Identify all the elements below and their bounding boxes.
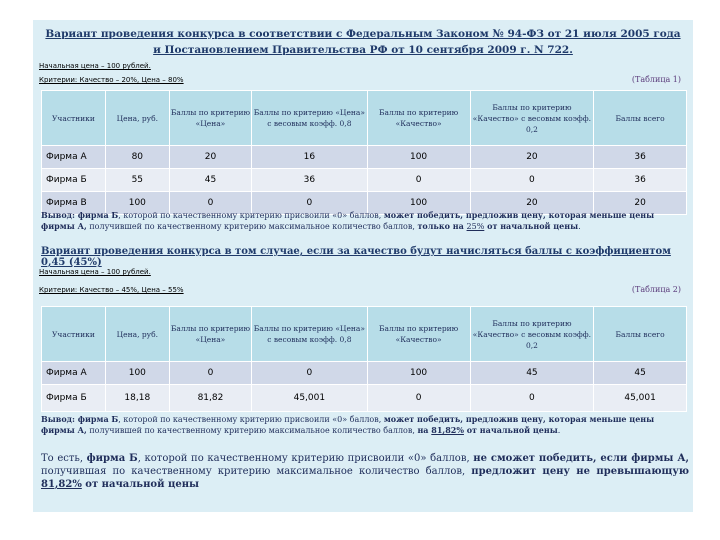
table-header-row [42,307,687,362]
table-row [42,169,687,192]
cell: 20 [470,192,594,215]
cell: 0 [470,169,594,192]
header-cell: Участники [42,91,106,146]
cell: Фирма А [42,146,106,169]
cell: 0 [252,362,367,385]
cell: 36 [594,146,687,169]
cell: 45 [470,362,594,385]
header-cell: Баллы по критерию «Цена» с весовым коэфф. 0,8 [252,307,367,362]
t2-criteria: Критерии: Качество – 45%, Цена – 55% [39,286,184,294]
cell: 45 [594,362,687,385]
header-cell: Баллы по критерию «Качество» с весовым коэфф. 0,2 [470,91,594,146]
conclusion-1: Вывод: фирма Б, которой по качественному критерию присвоили «0» баллов, может победить, предложив цену, которая меньше цены фирмы А, получившей по качественному критерию максимальное количество баллов, только на 25% от начальной цены. [41,210,655,231]
cell: 45 [169,169,251,192]
header-cell: Баллы по критерию «Цена» с весовым коэфф. 0,8 [252,91,367,146]
cell: 100 [367,362,470,385]
cell: Фирма А [42,362,106,385]
header-cell: Баллы по критерию «Цена» [169,307,251,362]
t1-price-note: Начальная цена – 100 рублей. [39,62,151,70]
table-header-row [42,91,687,146]
table-2 [41,306,687,412]
cell: 0 [367,169,470,192]
cell: 20 [470,146,594,169]
cell: Фирма Б [42,169,106,192]
cell: 20 [169,146,251,169]
cell: 55 [105,169,169,192]
header-cell: Участники [42,307,106,362]
cell: 0 [470,385,594,412]
t2-price-note: Начальная цена – 100 рублей. [39,268,151,276]
cell: 80 [105,146,169,169]
cell: 100 [105,192,169,215]
header-cell: Баллы всего [594,307,687,362]
table-row [42,362,687,385]
header-cell: Баллы по критерию «Качество» с весовым коэфф. 0,2 [470,307,594,362]
conclusion-2: Вывод: фирма Б, которой по качественному критерию присвоили «0» баллов, может победить, предложив цену, которая меньше цены фирмы А, получившей по качественному критерию максимальное количество баллов, на 81,82% от начальной цены. [41,414,655,435]
subtitle: Вариант проведения конкурса в том случае, если за качество будут начисляться баллы с коэффициентом 0,45 (45%) [41,246,671,268]
title-line-1: Вариант проведения конкурса в соответствии с Федеральным Законом № 94-ФЗ от 21 июля 2005 года [45,28,681,40]
cell: 20 [594,192,687,215]
t2-label: (Таблица 2) [631,285,681,294]
header-cell: Цена, руб. [105,307,169,362]
header-cell: Баллы по критерию «Цена» [169,91,251,146]
header-cell: Баллы по критерию «Качество» [367,307,470,362]
cell: 45,001 [252,385,367,412]
table-row [42,385,687,412]
cell: 45,001 [594,385,687,412]
cell: 100 [367,146,470,169]
cell: Фирма В [42,192,106,215]
header-cell: Баллы по критерию «Качество» [367,91,470,146]
cell: Фирма Б [42,385,106,412]
cell: 36 [252,169,367,192]
cell: 0 [367,385,470,412]
table-row [42,146,687,169]
cell: 0 [252,192,367,215]
header-cell: Цена, руб. [105,91,169,146]
cell: 100 [105,362,169,385]
cell: 18,18 [105,385,169,412]
cell: 81,82 [169,385,251,412]
cell: 16 [252,146,367,169]
cell: 100 [367,192,470,215]
t1-criteria: Критерии: Качество – 20%, Цена – 80% [39,76,184,84]
slide-panel [33,20,693,512]
t1-label: (Таблица 1) [631,75,681,84]
title-line-2: и Постановлением Правительства РФ от 10 сентября 2009 г. N 722. [153,44,573,56]
cell: 0 [169,362,251,385]
header-cell: Баллы всего [594,91,687,146]
table-1 [41,90,687,215]
summary-paragraph: То есть, фирма Б, которой по качественному критерию присвоили «0» баллов, не сможет победить, если фирмы А, получившая по качественному критерию максимальное количество баллов, предложит цену не превышающую 81,82% от начальной цены [41,453,689,490]
cell: 0 [169,192,251,215]
cell: 36 [594,169,687,192]
